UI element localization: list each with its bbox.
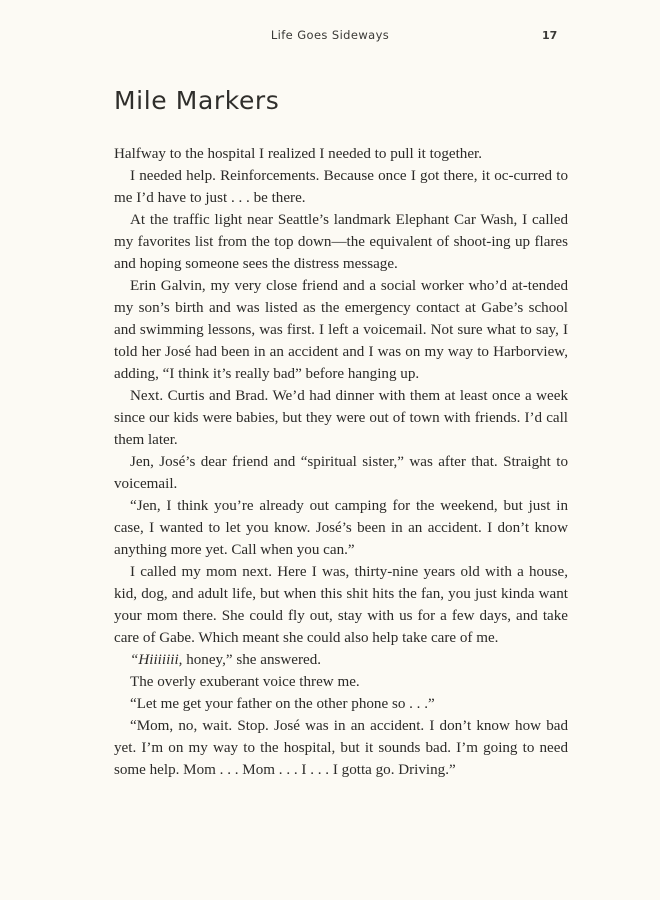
paragraph: Jen, José’s dear friend and “spiritual sister,” was after that. Straight to voicemail.	[114, 454, 568, 492]
paragraph	[114, 649, 568, 671]
paragraph: “Let me get your father on the other phone so . . .”	[130, 696, 435, 712]
page-number: 17	[542, 29, 558, 42]
paragraph: Halfway to the hospital I realized I needed to pull it together.	[114, 146, 482, 162]
italic-greeting: “Hiiiiiii,	[130, 652, 183, 668]
paragraph: I called my mom next. Here I was, thirty-nine years old with a house, kid, dog, and adult life, but when this shit hits the fan, you just kinda want your mom there. She could fly out, stay with us for a few days, and take care of Gabe. Which meant she could also help take care of me.	[114, 564, 568, 646]
paragraph: “Mom, no, wait. Stop. José was in an accident. I don’t know how bad yet. I’m on my way to the hospital, but it sounds bad. I’m going to need some help. Mom . . . Mom . . . I . . . I gotta go. Driving.”	[114, 718, 568, 778]
paragraph: Next. Curtis and Brad. We’d had dinner with them at least once a week since our kids were babies, but they were out of town with friends. I’d call them later.	[114, 388, 568, 448]
body-text	[114, 143, 568, 781]
greeting-rest: honey,” she answered.	[182, 652, 322, 668]
chapter-heading: Mile Markers	[114, 86, 280, 115]
paragraph: At the traffic light near Seattle’s landmark Elephant Car Wash, I called my favorites list from the top down—the equivalent of shoot-ing up flares and hoping someone sees the distress message.	[114, 212, 568, 272]
paragraph: The overly exuberant voice threw me.	[130, 674, 360, 690]
paragraph: Erin Galvin, my very close friend and a social worker who’d at-tended my son’s birth and was listed as the emergency contact at Gabe’s school and swimming lessons, was first. I left a voicemail. Not sure what to say, I told her José had been in an accident and I was on my way to Harborview, adding, “I think it’s really bad” before hanging up.	[114, 278, 568, 382]
paragraph: I needed help. Reinforcements. Because once I got there, it oc-curred to me I’d have to just . . . be there.	[114, 168, 568, 206]
paragraph: “Jen, I think you’re already out camping for the weekend, but just in case, I wanted to let you know. José’s been in an accident. I don’t know anything more yet. Call when you can.”	[114, 498, 568, 558]
running-head: Life Goes Sideways	[270, 28, 390, 42]
